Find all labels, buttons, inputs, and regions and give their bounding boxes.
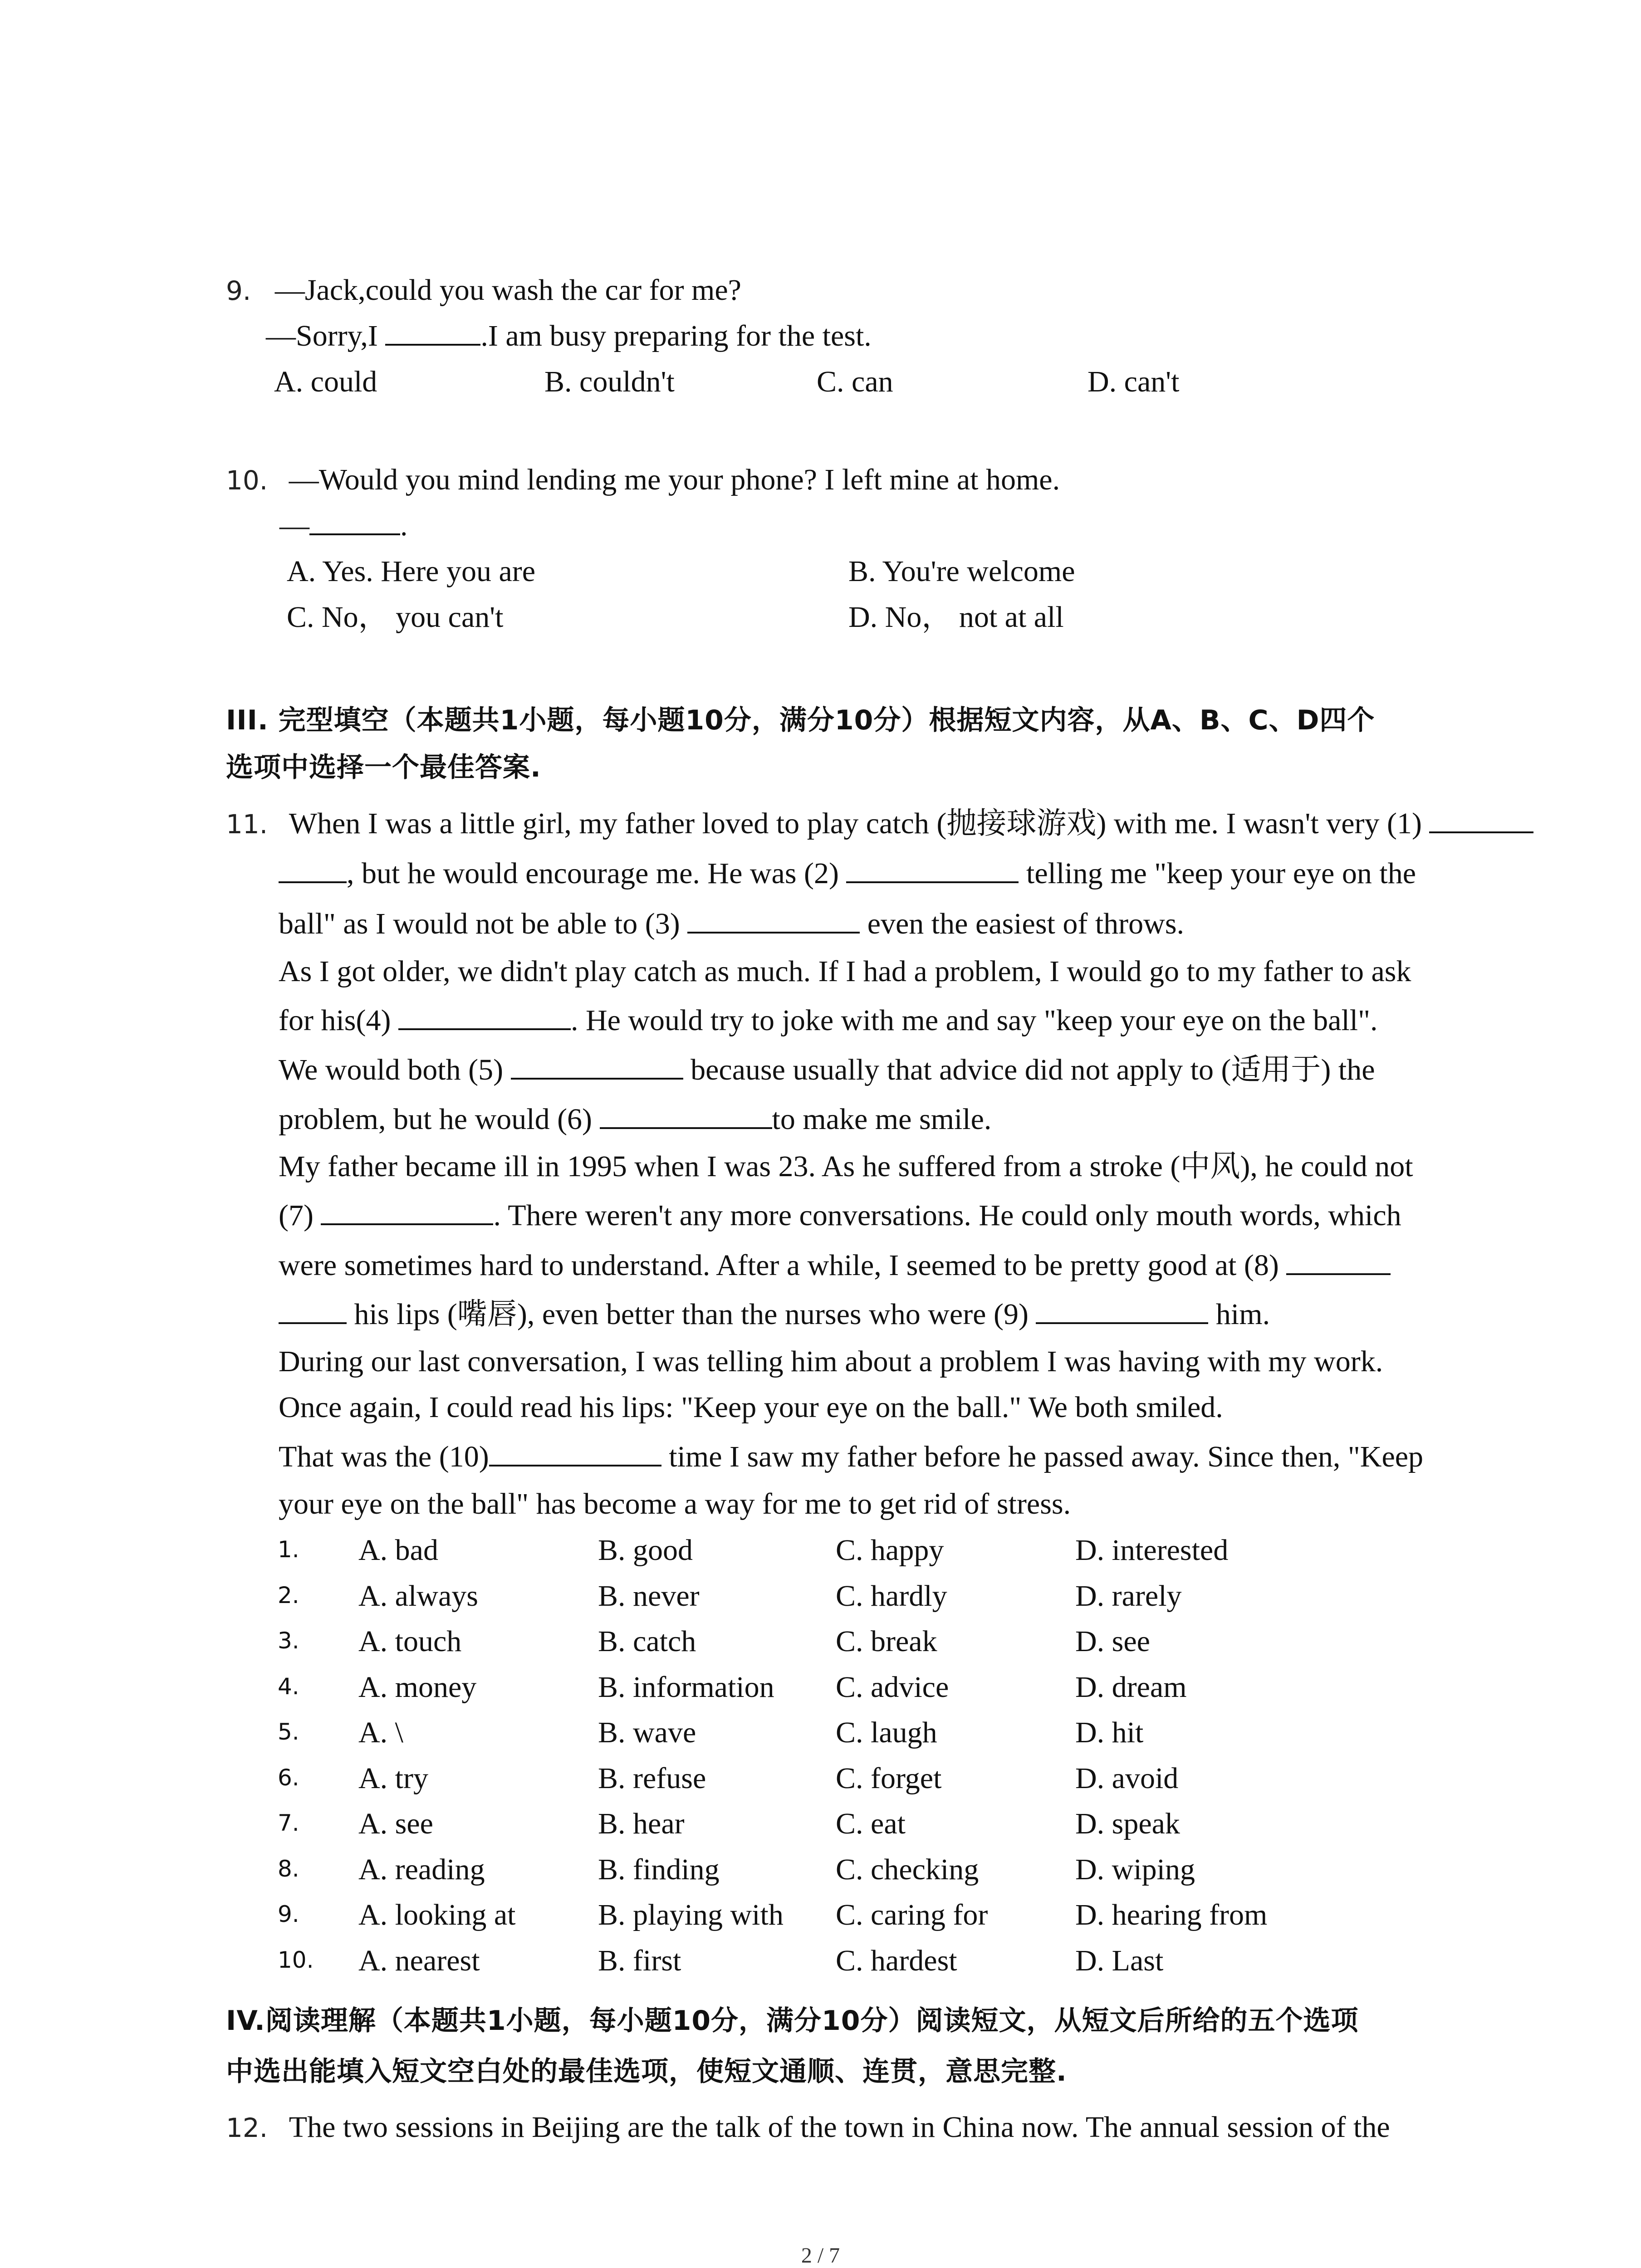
q11-choice-1-d[interactable]: D. interested	[1075, 1534, 1229, 1567]
q10-reply-post: .	[400, 509, 408, 542]
q11-text-2b: telling me "keep your eye on the	[1019, 857, 1416, 890]
q11-text-7a: problem, but he would (6)	[279, 1103, 600, 1136]
q11-choice-7-c[interactable]: C. eat	[836, 1807, 906, 1840]
q9-prompt-line	[226, 272, 741, 309]
q10-prompt-line	[226, 462, 1060, 499]
q11-line-12: During our last conversation, I was telling him about a problem I was having with my work.	[279, 1345, 1383, 1378]
q9-reply-line	[266, 318, 872, 354]
q11-text-3b: even the easiest of throws.	[860, 907, 1185, 940]
q11-choice-5-b[interactable]: B. wave	[598, 1716, 696, 1749]
q11-text-14a: That was the (10)	[279, 1440, 489, 1473]
q11-choice-9-number: 9.	[278, 1901, 299, 1927]
q11-blank-8a[interactable]	[1286, 1248, 1391, 1275]
q11-choice-8-b[interactable]: B. finding	[598, 1853, 720, 1886]
q11-choice-10-d[interactable]: D. Last	[1075, 1944, 1164, 1977]
q10-prompt: —Would you mind lending me your phone? I left mine at home.	[289, 463, 1060, 496]
q11-choice-4-a[interactable]: A. money	[358, 1671, 477, 1704]
q11-choice-8-a[interactable]: A. reading	[358, 1853, 485, 1886]
q11-text-9b: . There weren't any more conversations. He could only mouth words, which	[493, 1199, 1401, 1232]
q10-option-d[interactable]: D. No， not at all	[848, 601, 1064, 634]
q11-blank-1b[interactable]	[279, 856, 347, 883]
q11-choice-1-b[interactable]: B. good	[598, 1534, 693, 1567]
q9-option-d[interactable]: D. can't	[1087, 365, 1180, 398]
q9-option-a[interactable]: A. could	[274, 365, 377, 398]
q11-text-14b: time I saw my father before he passed away. Since then, "Keep	[661, 1440, 1424, 1473]
q11-choice-10-b[interactable]: B. first	[598, 1944, 681, 1977]
q11-text-5b: . He would try to joke with me and say "keep your eye on the ball".	[570, 1004, 1378, 1037]
q11-text-11a: his lips (嘴唇), even better than the nurses who were (9)	[347, 1298, 1036, 1331]
q11-line-8: My father became ill in 1995 when I was 23. As he suffered from a stroke (中风), he could not	[279, 1150, 1413, 1183]
q11-choice-6-c[interactable]: C. forget	[836, 1762, 942, 1795]
q11-choice-10-c[interactable]: C. hardest	[836, 1944, 957, 1977]
q9-option-b[interactable]: B. couldn't	[544, 365, 675, 398]
q11-choice-1-number: 1.	[278, 1536, 299, 1563]
q11-choice-10-number: 10.	[278, 1947, 314, 1973]
q11-choice-2-a[interactable]: A. always	[358, 1579, 478, 1613]
section-3-heading-line1: III. 完型填空（本题共1小题，每小题10分，满分10分）根据短文内容，从A、B、C、D四个	[226, 704, 1375, 736]
q11-text-6a: We would both (5)	[279, 1053, 511, 1086]
q11-choice-2-c[interactable]: C. hardly	[836, 1579, 947, 1613]
q11-blank-10[interactable]	[489, 1439, 661, 1466]
q11-line-5	[279, 1002, 1378, 1039]
q11-text-5a: for his(4)	[279, 1004, 398, 1037]
q11-choice-3-d[interactable]: D. see	[1075, 1625, 1150, 1658]
q11-choice-9-b[interactable]: B. playing with	[598, 1898, 784, 1931]
q9-option-c[interactable]: C. can	[817, 365, 893, 398]
q11-line-2	[279, 855, 1416, 892]
q11-choice-3-a[interactable]: A. touch	[358, 1625, 462, 1658]
q11-choice-2-b[interactable]: B. never	[598, 1579, 700, 1613]
q12-text: The two sessions in Beijing are the talk of the town in China now. The annual session of the	[289, 2111, 1390, 2144]
q11-choice-6-number: 6.	[278, 1765, 299, 1791]
q10-option-c[interactable]: C. No， you can't	[287, 601, 504, 634]
q11-line-10	[279, 1247, 1391, 1284]
q11-line-13: Once again, I could read his lips: "Keep your eye on the ball." We both smiled.	[279, 1391, 1223, 1424]
q10-option-b[interactable]: B. You're welcome	[848, 555, 1075, 588]
q11-choice-6-d[interactable]: D. avoid	[1075, 1762, 1179, 1795]
q10-reply-pre: —	[279, 509, 309, 542]
q11-line-11	[279, 1296, 1270, 1333]
q9-blank[interactable]	[385, 318, 480, 346]
q11-blank-3[interactable]	[687, 906, 860, 934]
q11-number: 11.	[226, 809, 268, 840]
q11-line-1	[226, 806, 1533, 842]
q11-text-2a: , but he would encourage me. He was (2)	[347, 857, 847, 890]
section-3-heading-line2: 选项中选择一个最佳答案.	[226, 752, 541, 783]
q11-blank-7[interactable]	[321, 1198, 493, 1225]
q12-line	[226, 2109, 1390, 2146]
q11-blank-1a[interactable]	[1429, 806, 1533, 833]
q11-line-4: As I got older, we didn't play catch as much. If I had a problem, I would go to my father to ask	[279, 955, 1411, 988]
q11-text-10a: were sometimes hard to understand. After a while, I seemed to be pretty good at (8)	[279, 1249, 1287, 1282]
q11-blank-5[interactable]	[511, 1052, 683, 1080]
q11-choice-3-c[interactable]: C. break	[836, 1625, 937, 1658]
q11-choice-3-b[interactable]: B. catch	[598, 1625, 696, 1658]
q11-choice-8-number: 8.	[278, 1856, 299, 1882]
q11-choice-7-number: 7.	[278, 1810, 299, 1836]
q11-choice-4-c[interactable]: C. advice	[836, 1671, 949, 1704]
q10-option-a[interactable]: A. Yes. Here you are	[287, 555, 536, 588]
section-4-heading-line2: 中选出能填入短文空白处的最佳选项，使短文通顺、连贯，意思完整.	[226, 2056, 1067, 2087]
q11-choice-6-a[interactable]: A. try	[358, 1762, 428, 1795]
q11-choice-5-a[interactable]: A. \	[358, 1716, 403, 1749]
q11-blank-9[interactable]	[1036, 1297, 1208, 1324]
q11-blank-8b[interactable]	[279, 1297, 347, 1324]
q10-reply-line	[279, 508, 408, 544]
q11-choice-6-b[interactable]: B. refuse	[598, 1762, 706, 1795]
q12-number: 12.	[226, 2112, 268, 2143]
q11-choice-5-number: 5.	[278, 1719, 299, 1745]
q11-choice-10-a[interactable]: A. nearest	[358, 1944, 480, 1977]
q11-text-7b: to make me smile.	[772, 1103, 992, 1136]
q11-choice-8-d[interactable]: D. wiping	[1075, 1853, 1195, 1886]
q11-choice-1-c[interactable]: C. happy	[836, 1534, 944, 1567]
q11-choice-9-c[interactable]: C. caring for	[836, 1898, 988, 1931]
section-4-heading-line1: IV.阅读理解（本题共1小题，每小题10分，满分10分）阅读短文，从短文后所给的五个选项	[226, 2005, 1359, 2037]
q11-choice-4-number: 4.	[278, 1673, 299, 1700]
q11-choice-2-number: 2.	[278, 1582, 299, 1608]
q11-blank-2[interactable]	[846, 856, 1019, 883]
q11-choice-8-c[interactable]: C. checking	[836, 1853, 979, 1886]
q11-blank-6[interactable]	[600, 1102, 772, 1129]
q11-choice-3-number: 3.	[278, 1628, 299, 1654]
q11-text-6b: because usually that advice did not apply to (适用于) the	[683, 1053, 1375, 1086]
q11-choice-5-d[interactable]: D. hit	[1075, 1716, 1144, 1749]
q11-choice-7-d[interactable]: D. speak	[1075, 1807, 1180, 1840]
q10-blank[interactable]	[309, 508, 400, 535]
q11-line-15: your eye on the ball" has become a way for me to get rid of stress.	[279, 1487, 1071, 1520]
q11-choice-4-d[interactable]: D. dream	[1075, 1671, 1187, 1704]
q11-choice-7-b[interactable]: B. hear	[598, 1807, 685, 1840]
q10-number: 10.	[226, 465, 268, 496]
q9-reply-pre: —Sorry,I	[266, 319, 386, 352]
q11-choice-9-a[interactable]: A. looking at	[358, 1898, 516, 1931]
q9-prompt: —Jack,could you wash the car for me?	[274, 274, 741, 307]
q11-choice-2-d[interactable]: D. rarely	[1075, 1579, 1182, 1613]
q11-choice-7-a[interactable]: A. see	[358, 1807, 433, 1840]
q11-line-7	[279, 1101, 991, 1138]
q11-text-9a: (7)	[279, 1199, 321, 1232]
q11-text-1: When I was a little girl, my father loved to play catch (抛接球游戏) with me. I wasn't very (1)	[289, 807, 1430, 840]
page-number: 2 / 7	[801, 2244, 840, 2268]
q11-line-14	[279, 1439, 1423, 1475]
q11-line-9	[279, 1198, 1401, 1234]
q9-number: 9.	[226, 275, 251, 306]
q9-reply-post: .I am busy preparing for the test.	[480, 319, 872, 352]
q11-choice-9-d[interactable]: D. hearing from	[1075, 1898, 1268, 1931]
q11-text-11b: him.	[1208, 1298, 1270, 1331]
q11-blank-4[interactable]	[398, 1003, 571, 1030]
q11-choice-1-a[interactable]: A. bad	[358, 1534, 438, 1567]
q11-line-3	[279, 906, 1184, 942]
q11-text-3a: ball" as I would not be able to (3)	[279, 907, 688, 940]
q11-choice-4-b[interactable]: B. information	[598, 1671, 774, 1704]
q11-choice-5-c[interactable]: C. laugh	[836, 1716, 937, 1749]
q11-line-6	[279, 1052, 1375, 1088]
